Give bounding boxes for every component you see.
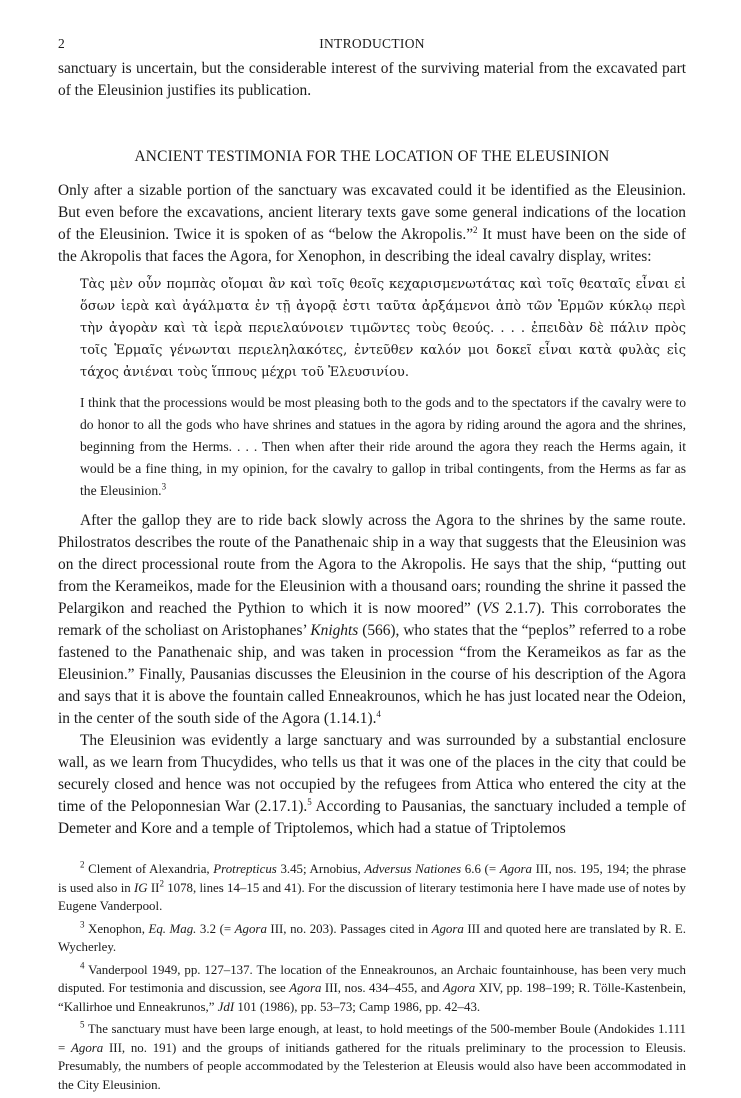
footnote-italic: Protrepticus [213,862,277,876]
page-number: 2 [58,36,65,51]
footnote-text: Vanderpool 1949, pp. 127–137. The location of the Enneakrounos, an Archaic fountainhouse, has been very much disputed. For testimonia and discussion, see [58,962,686,995]
footnotes [58,860,686,1094]
footnote-number: 4 [80,960,85,971]
footnote-number: 5 [80,1019,85,1030]
footnote-ref: 4 [376,708,381,719]
paragraph-text: It must have been on the side of the Akropolis that faces the Agora, for Xenophon, in describing the ideal cavalry display, writes: [58,226,686,265]
footnote-italic: Agora [234,921,267,936]
footnote-2 [58,860,686,916]
footnote-5 [58,1020,686,1094]
footnote-ref: 3 [161,481,167,492]
footnote-text: The sanctuary must have been large enough, at least, to hold meetings of the 500-member Boule (Andokides 1.111 = [58,1022,686,1055]
paragraph-text: The Eleusinion was evidently a large sanctuary and was surrounded by a substantial enclosure wall, as we learn from Thucydides, who tells us that it was one of the places in the city that could be securely closed and hence was not occupied by the refugees from Attica who entered the city at the time of the Peloponnesian War (2.17.1). [58,732,686,815]
footnote-italic: Agora [442,981,476,995]
running-head [58,36,686,58]
footnote-text: Xenophon, [84,921,149,936]
greek-quotation: Τὰς μὲν οὖν πομπὰς οἴομαι ἂν καὶ τοῖς θεοῖς κεχαρισμενωτάτας καὶ τοῖς θεαταῖς εἶναι εἰ ὅσων ἱερὰ καὶ ἀγάλματα ἐν τῇ ἀγορᾷ ἐστι ταῦτα ἀρξάμενοι ἀπὸ τῶν Ἑρμῶν κύκλῳ περὶ τὴν ἀγορὰν καὶ τὰ ἱερὰ περιελαύνοιεν τιμῶντες τοὺς θεούς. . . . ἐπειδὰν δὲ πάλιν πρὸς τοῖς Ἑρμαῖς γένωνται περιεληλακότες, ἐντεῦθεν καλόν μοι δοκεῖ εἶναι κατὰ φυλὰς εἰς τάχος ἀνιέναι τοὺς ἵππους μέχρι τοῦ Ἐλευσινίου. [80,277,686,380]
footnote-4 [58,961,686,1017]
footnote-text: 1078, lines 14–15 and 41). For the discussion of literary testimonia here I have made use of notes by Eugene Vanderpool. [58,880,686,913]
footnote-ref: 2 [473,224,478,235]
citation-knights: Knights [310,622,359,639]
footnote-italic: Agora [499,862,532,876]
footnote-text: Clement of Alexandria, [84,862,214,876]
quotation-text: I think that the processions would be most pleasing both to the gods and to the spectators if the cavalry were to do honor to all the gods who have shrines and statues in the agora by riding around the agora and the shrines, beginning from the Herms. . . . Then when after their ride around the agora they reach the Herms again, it would be a fine thing, in my opinion, for the cavalry to gallop in tribal contingents, from the Herms as far as the Eleusinion. [80,395,686,498]
footnote-text: 6.6 (= [461,862,500,876]
footnote-italic: Agora [289,981,322,995]
footnote-text: III, no. 203). Passages cited in [266,921,432,936]
footnote-italic: Adversus Nationes [364,862,462,876]
footnote-italic: Eq. Mag. [148,921,197,936]
footnote-italic: JdI [217,999,235,1014]
footnote-superscript: 2 [159,878,164,889]
section-heading: ANCIENT TESTIMONIA FOR THE LOCATION OF THE ELEUSINION [134,148,610,165]
footnote-text: XIV, pp. 198–199; R. Tölle-Kastenbein, “Kallirhoe und Enneakrunos,” [58,981,686,1014]
footnote-text: III, no. 191) and the groups of initiands gathered for the rituals preliminary to the procession to Eleusis. Presumably, the numbers of people accommodated by the Telesterion at Eleusis would also have been accommodated in the City Eleusinion. [58,1040,686,1092]
english-quotation [80,392,686,502]
footnote-italic: Agora [71,1040,104,1055]
paragraph-philostratos [58,510,686,730]
footnote-number: 2 [80,859,85,870]
paragraph-text: After the gallop they are to ride back slowly across the Agora to the shrines by the same route. Philostratos describes the route of the Panathenaic ship in a way that suggests that the Eleusinion was on the direct processional route from the Agora to the Akropolis. He says that the ship, “putting out from the Kerameikos, made for the Eleusinion with a thousand oars; rounding the shrine it passed the Pelargikon and reached the Pythion to which it is now moored” ( [58,512,686,617]
footnote-3 [58,920,686,957]
footnote-text: 3.45; Arnobius, [276,862,365,876]
intro-paragraph: sanctuary is uncertain, but the considerable interest of the surviving material from the excavated part of the Eleusinion justifies its publication. [58,60,686,99]
paragraph-text: 2.1.7). This corroborates the remark of the scholiast on Aristophanes’ [58,600,686,639]
footnote-ref: 5 [307,796,312,807]
citation-vs: VS [481,600,500,617]
running-title: INTRODUCTION [319,36,425,51]
footnote-text: III, nos. 195, 194; the phrase is used also in [58,862,686,895]
paragraph-text: (566), who states that the “peplos” referred to a robe fastened to the Panathenaic ship, and was taken in procession “from the Kerameikos as far as the Eleusinion.” Finally, Pausanias discusses the Eleusinion in the course of his description of the Agora and says that it is above the fountain called Enneakrounos, which he has just located near the Odeion, in the center of the south side of the Agora (1.14.1). [58,622,686,727]
footnote-text: III and quoted here are translated by R. E. Wycherley. [58,921,686,954]
page [58,36,686,1098]
footnote-text: 101 (1986), pp. 53–73; Camp 1986, pp. 42–43. [234,999,481,1014]
footnote-text: II [147,880,160,895]
footnote-text: 3.2 (= [196,921,235,936]
footnote-text: III, nos. 434–455, and [321,981,443,995]
paragraph-xenophon [58,180,686,268]
paragraph-text: According to Pausanias, the sanctuary included a temple of Demeter and Kore and a temple of Triptolemos, which had a statue of Triptolemos [58,798,686,837]
paragraph-thucydides [58,730,686,840]
footnote-italic: Agora [431,921,464,936]
paragraph-text: Only after a sizable portion of the sanctuary was excavated could it be identified as the Eleusinion. But even before the excavations, ancient literary texts gave some general indications of the location of the Eleusinion. Twice it is spoken of as “below the Akropolis.” [58,182,686,243]
footnote-italic: IG [134,880,148,895]
footnote-number: 3 [80,919,85,930]
